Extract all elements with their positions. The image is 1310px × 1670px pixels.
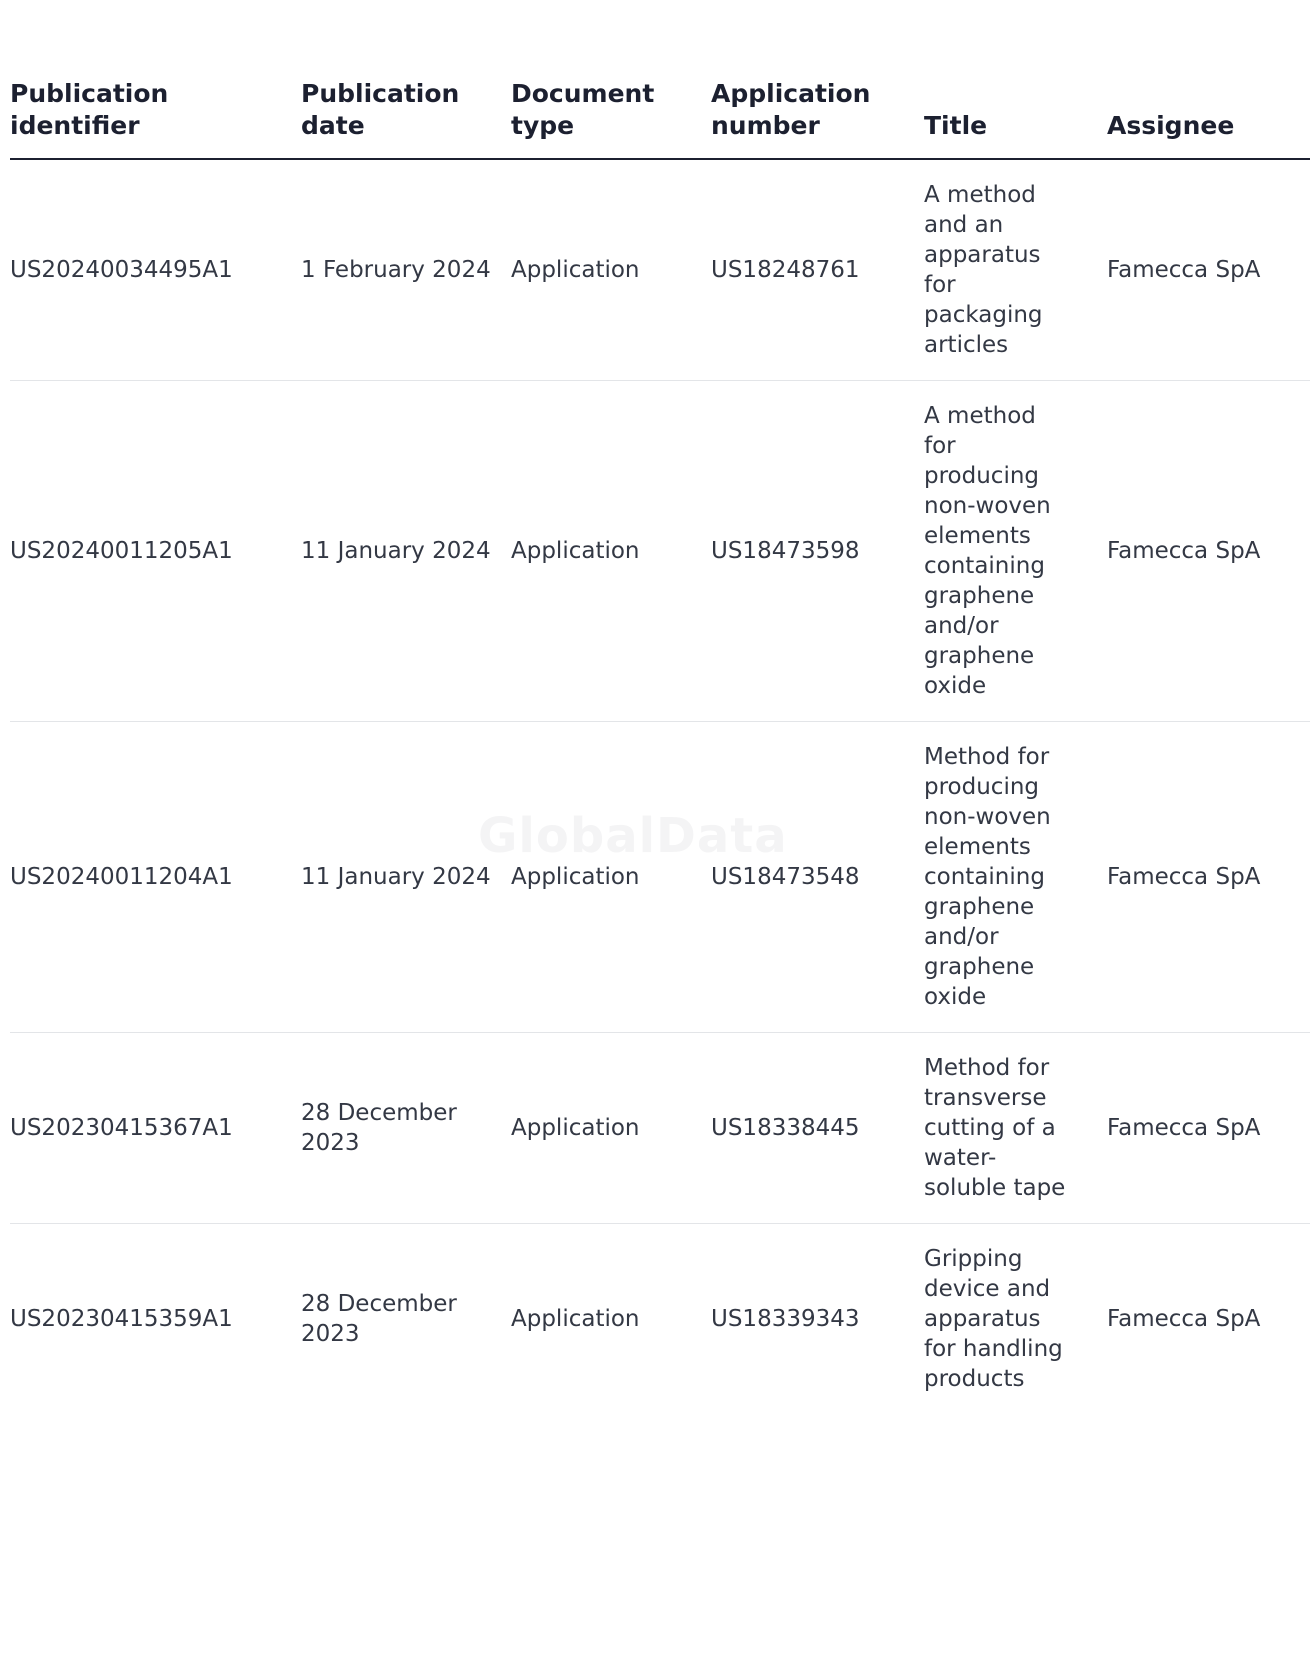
cell-publication-identifier: US20230415367A1: [10, 1033, 301, 1224]
header-publication-identifier: Publication identifier: [10, 78, 301, 159]
table-row: [10, 159, 1310, 381]
cell-publication-date: 28 December 2023: [301, 1291, 457, 1347]
cell-publication-date: 28 December 2023: [301, 1033, 511, 1224]
header-application-number: Application number: [711, 78, 924, 159]
header-title: Title: [924, 78, 1107, 159]
header-row: [10, 78, 1310, 159]
cell-title: A method and an apparatus for packaging articles: [924, 159, 1107, 381]
watermark-text: GlobalData: [478, 808, 788, 864]
table-row: [10, 722, 1310, 1033]
cell-assignee: Famecca SpA: [1107, 1306, 1261, 1332]
cell-publication-identifier: US20240034495A1: [10, 159, 301, 381]
cell-document-type: Application: [511, 381, 711, 722]
cell-application-number: US18339343: [711, 1306, 860, 1332]
header-document-type: Document type: [511, 78, 711, 159]
cell-publication-date: 11 January 2024: [301, 381, 511, 722]
header-publication-date: Publication date: [301, 78, 511, 159]
cell-title: A method for producing non-woven elements containing graphene and/or graphene oxide: [924, 381, 1107, 722]
cell-publication-identifier: US20240011205A1: [10, 381, 301, 722]
cell-assignee: Famecca SpA: [1107, 381, 1310, 722]
cell-assignee: Famecca SpA: [1107, 722, 1310, 1033]
cell-assignee: Famecca SpA: [1107, 1033, 1310, 1224]
header-assignee: Assignee: [1107, 78, 1310, 159]
cell-publication-date: 11 January 2024: [301, 722, 511, 1033]
cell-document-type: Application: [511, 1033, 711, 1224]
table-body: [10, 159, 1310, 1414]
patents-table: [10, 78, 1310, 1414]
cell-publication-identifier: US20240011204A1: [10, 722, 301, 1033]
cell-publication-date: 1 February 2024: [301, 159, 511, 381]
cell-application-number: US18473598: [711, 381, 924, 722]
cell-title: Gripping device and apparatus for handling products: [924, 1246, 1063, 1392]
table-viewport[interactable]: [10, 0, 1261, 1670]
cell-application-number: US18248761: [711, 159, 924, 381]
cell-application-number: US18473548: [711, 722, 924, 1033]
cell-title: Method for producing non-woven elements containing graphene and/or graphene oxide: [924, 722, 1107, 1033]
cell-application-number: US18338445: [711, 1033, 924, 1224]
table-row: [10, 1033, 1310, 1224]
cell-document-type: Application: [511, 159, 711, 381]
table-header: [10, 78, 1310, 159]
table-row: [10, 1224, 1310, 1415]
cell-title: Method for transverse cutting of a water-soluble tape: [924, 1033, 1107, 1224]
cell-document-type: Application: [511, 1306, 640, 1332]
cell-document-type: Application: [511, 722, 711, 1033]
table-row: [10, 381, 1310, 722]
cell-assignee: Famecca SpA: [1107, 159, 1310, 381]
cell-publication-identifier: US20230415359A1: [10, 1306, 233, 1332]
